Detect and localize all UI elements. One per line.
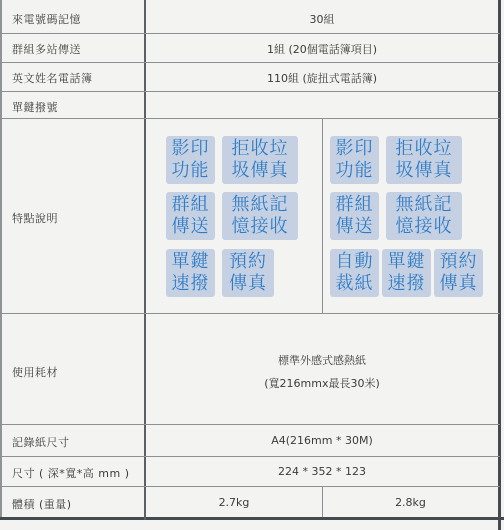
row-divider <box>0 313 500 314</box>
weight-right-value: 2.8kg <box>395 496 426 509</box>
one-touch-label: 單鍵撥號 <box>12 101 58 114</box>
table-bottom-border <box>0 517 504 520</box>
group-broadcast-label: 群組多站傳送 <box>12 43 81 56</box>
features-split <box>322 118 323 313</box>
feature-tile: 預約 傳真 <box>222 249 274 297</box>
row-divider <box>0 33 500 34</box>
paper-size-value: A4(216mm * 30M) <box>271 434 373 447</box>
row-divider <box>0 62 500 63</box>
caller-id-value: 30組 <box>309 13 335 26</box>
feature-tile: 影印 功能 <box>330 136 379 184</box>
feature-tile: 單鍵 速撥 <box>166 249 215 297</box>
row-divider <box>0 486 500 487</box>
dimensions-value: 224 * 352 * 123 <box>278 465 366 478</box>
row-divider <box>0 456 500 457</box>
feature-tile: 單鍵 速撥 <box>382 249 431 297</box>
name-phonebook-label: 英文姓名電話簿 <box>12 72 93 85</box>
row-divider <box>0 424 500 425</box>
name-phonebook-value: 110組 (旋扭式電話簿) <box>266 72 378 85</box>
group-broadcast-value: 1組 (20個電話簿項目) <box>266 43 378 56</box>
row-divider <box>0 118 500 119</box>
feature-tile: 拒收垃 圾傳真 <box>222 136 298 184</box>
row-divider <box>0 91 500 92</box>
consumables-label: 使用耗材 <box>12 366 58 379</box>
caller-id-label: 來電號碼記憶 <box>12 13 81 26</box>
feature-tile: 拒收垃 圾傳真 <box>386 136 462 184</box>
dimensions-label: 尺寸 ( 深*寬*高 mm ) <box>12 467 130 480</box>
feature-tile: 無紙記 憶接收 <box>386 192 462 240</box>
features-label: 特點說明 <box>12 212 58 225</box>
feature-tile: 自動 裁紙 <box>330 249 379 297</box>
feature-tile: 無紙記 憶接收 <box>222 192 298 240</box>
paper-size-label: 記錄紙尺寸 <box>12 436 70 449</box>
weight-label: 體積 (重量) <box>12 498 72 511</box>
feature-tile: 影印 功能 <box>166 136 215 184</box>
feature-tile: 預約 傳真 <box>434 249 483 297</box>
feature-tile: 群組 傳送 <box>330 192 379 240</box>
table-right-border <box>498 0 501 530</box>
table-left-border <box>0 0 2 520</box>
consumables-line2: (寬216mmx最長30米) <box>264 377 380 390</box>
consumables-line1: 標準外感式感熱紙 <box>278 354 366 367</box>
feature-tile: 群組 傳送 <box>166 192 215 240</box>
weight-left-value: 2.7kg <box>218 496 250 509</box>
